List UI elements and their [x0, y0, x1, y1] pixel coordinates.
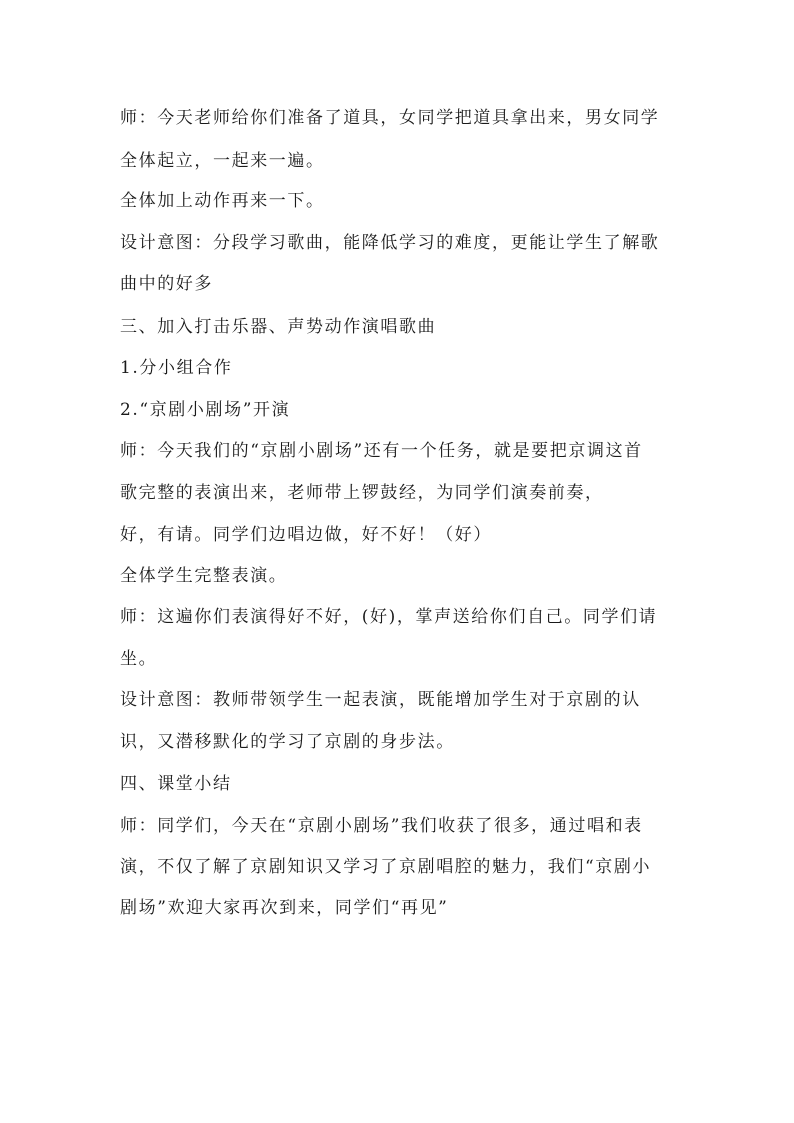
- paragraph-line: 识，又潜移默化的学习了京剧的身步法。: [120, 732, 455, 752]
- paragraph-line: 歌完整的表演出来，老师带上锣鼓经，为同学们演奏前奏，: [120, 483, 604, 503]
- paragraph-line: 设计意图：分段学习歌曲，能降低学习的难度，更能让学生了解歌: [120, 233, 660, 253]
- paragraph-line: 剧场”欢迎大家再次到来，同学们“再见”: [120, 898, 449, 918]
- paragraph-line: 好，有请。同学们边唱边做，好不好！（好）: [120, 525, 492, 545]
- section-heading: 四、课堂小结: [120, 774, 232, 794]
- paragraph-line: 全体加上动作再来一下。: [120, 191, 325, 211]
- paragraph-line: 曲中的好多: [120, 274, 213, 294]
- paragraph-line: 师：同学们，今天在“京剧小剧场”我们收获了很多，通过唱和表: [120, 816, 643, 836]
- list-item: 2.“京剧小剧场”开演: [120, 400, 291, 420]
- list-item: 1.分小组合作: [120, 358, 233, 378]
- section-heading: 三、加入打击乐器、声势动作演唱歌曲: [120, 317, 437, 337]
- paragraph-line: 师：这遍你们表演得好不好，(好)，掌声送给你们自己。同学们请: [120, 607, 658, 627]
- paragraph-line: 坐。: [120, 649, 158, 669]
- paragraph-line: 师：今天老师给你们准备了道具，女同学把道具拿出来，男女同学: [120, 108, 660, 128]
- paragraph-line: 演，不仅了解了京剧知识又学习了京剧唱腔的魅力，我们“京剧小: [120, 857, 652, 877]
- paragraph-line: 师：今天我们的“京剧小剧场”还有一个任务，就是要把京调这首: [120, 441, 643, 461]
- paragraph-line: 设计意图：教师带领学生一起表演，既能增加学生对于京剧的认: [120, 690, 641, 710]
- paragraph-line: 全体起立，一起来一遍。: [120, 151, 325, 171]
- paragraph-line: 全体学生完整表演。: [120, 566, 288, 586]
